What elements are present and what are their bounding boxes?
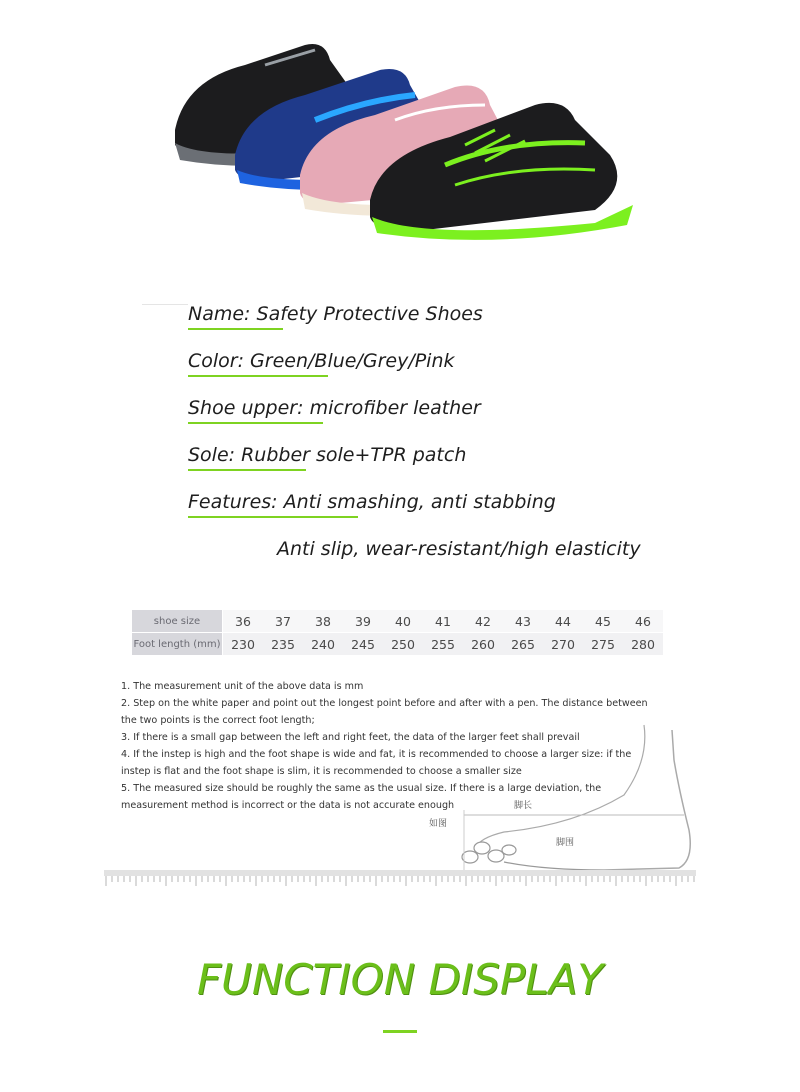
girth-label: 如图 xyxy=(429,819,448,829)
spec-features: Features: Anti smashing, anti stabbing xyxy=(188,491,556,513)
spec-underline xyxy=(188,328,283,330)
note-item: 1. The measurement unit of the above data is mm xyxy=(121,681,364,692)
size-cell: 38 xyxy=(303,610,343,633)
spec-features-extra: Anti slip, wear-resistant/high elasticity xyxy=(277,538,641,560)
spec-sole: Sole: Rubber sole+TPR patch xyxy=(188,444,467,466)
table-row xyxy=(132,633,663,656)
title-accent-bar xyxy=(383,1030,417,1033)
length-cell: 265 xyxy=(503,633,543,656)
size-cell: 40 xyxy=(383,610,423,633)
row-label: shoe size xyxy=(132,610,223,633)
foot-length-label: 脚长 xyxy=(514,801,533,811)
row-label: Foot length (mm) xyxy=(132,633,223,656)
table-row xyxy=(132,610,663,633)
length-cell: 230 xyxy=(223,633,264,656)
foot-girth-label: 脚围 xyxy=(556,838,575,848)
length-cell: 260 xyxy=(463,633,503,656)
product-shoes-image xyxy=(165,25,645,260)
size-cell: 44 xyxy=(543,610,583,633)
section-title: FUNCTION DISPLAY xyxy=(196,955,603,1004)
note-item: 3. If there is a small gap between the left and right feet, the data of the larger feet shall prevail xyxy=(121,732,580,743)
size-table xyxy=(132,610,663,656)
size-cell: 41 xyxy=(423,610,463,633)
size-cell: 36 xyxy=(223,610,264,633)
divider xyxy=(142,304,188,305)
size-cell: 42 xyxy=(463,610,503,633)
spec-upper: Shoe upper: microfiber leather xyxy=(188,397,481,419)
measurement-notes xyxy=(121,678,661,814)
ruler xyxy=(104,870,696,876)
length-cell: 270 xyxy=(543,633,583,656)
length-cell: 245 xyxy=(343,633,383,656)
size-cell: 45 xyxy=(583,610,623,633)
length-cell: 250 xyxy=(383,633,423,656)
spec-name: Name: Safety Protective Shoes xyxy=(188,303,483,325)
spec-underline xyxy=(188,516,358,518)
spec-underline xyxy=(188,469,306,471)
size-cell: 37 xyxy=(263,610,303,633)
spec-underline xyxy=(188,375,328,377)
note-item: 4. If the instep is high and the foot shape is wide and fat, it is recommended to choose a larger size: if the instep is flat and the foot shape is slim, it is recommended to choose a smaller size xyxy=(121,749,632,777)
toes xyxy=(462,842,604,870)
note-item: 5. The measured size should be roughly the same as the usual size. If there is a large deviation, the measurement method is incorrect or the data is not accurate enough xyxy=(121,783,602,811)
length-cell: 280 xyxy=(623,633,663,656)
ruler-ticks xyxy=(106,876,694,886)
length-cell: 240 xyxy=(303,633,343,656)
length-cell: 255 xyxy=(423,633,463,656)
spec-color: Color: Green/Blue/Grey/Pink xyxy=(188,350,455,372)
size-cell: 46 xyxy=(623,610,663,633)
spec-underline xyxy=(188,422,323,424)
note-item: 2. Step on the white paper and point out the longest point before and after with a pen. The distance between the two points is the correct foot length; xyxy=(121,698,648,726)
size-cell: 39 xyxy=(343,610,383,633)
length-cell: 235 xyxy=(263,633,303,656)
length-cell: 275 xyxy=(583,633,623,656)
size-cell: 43 xyxy=(503,610,543,633)
